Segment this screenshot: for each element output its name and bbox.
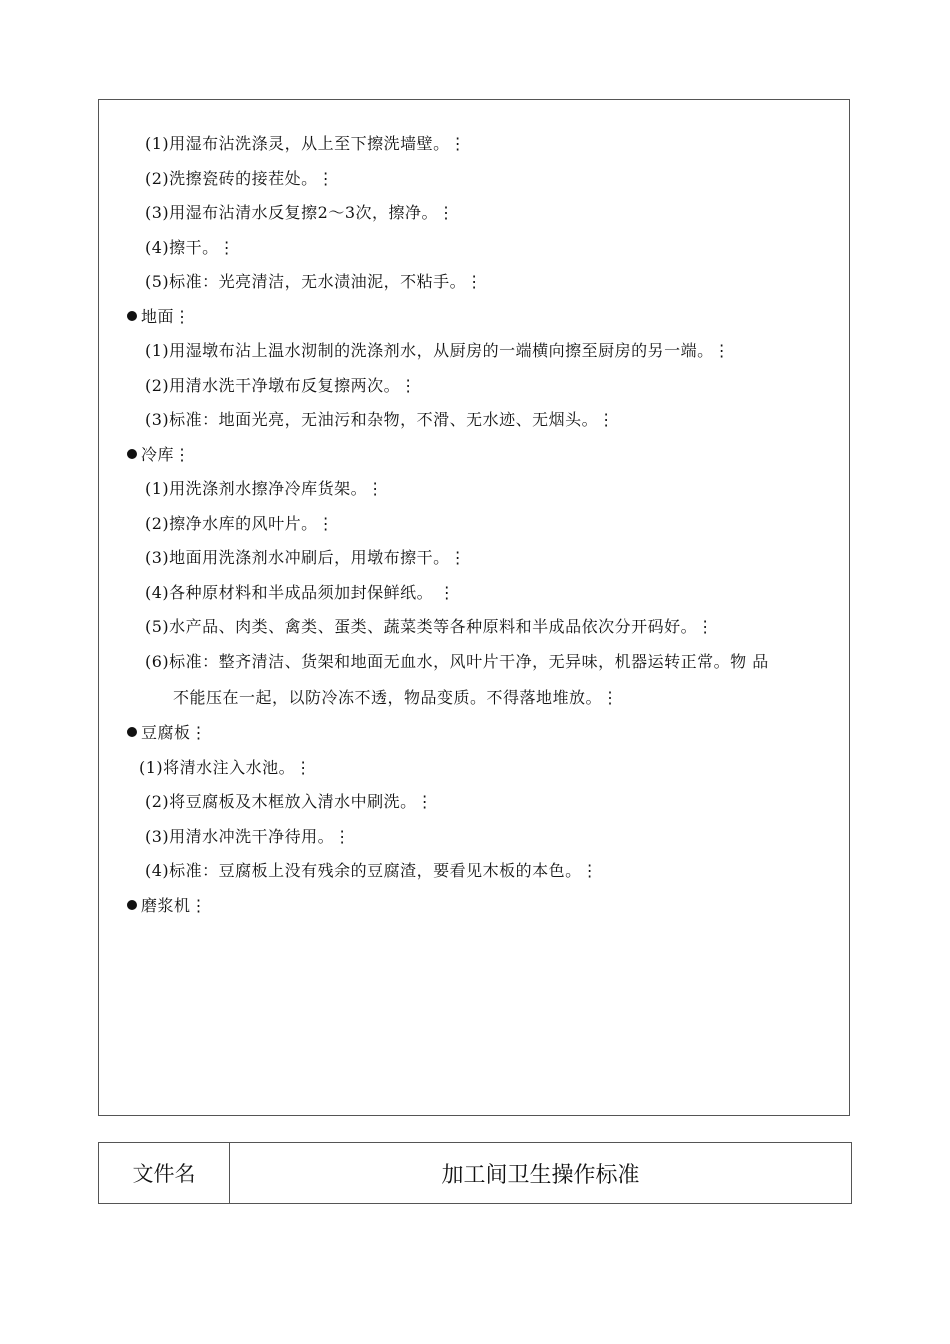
bullet-icon	[127, 449, 137, 459]
file-name-label: 文件名	[99, 1143, 230, 1203]
list-item	[145, 203, 455, 223]
list-item	[145, 514, 334, 534]
list-item	[145, 376, 417, 396]
line-text: (1)用洗涤剂水擦净冷库货架。⋮	[145, 479, 384, 498]
line-text: (1)用湿墩布沾上温水沏制的洗涤剂水，从厨房的一端横向擦至厨房的另一端。⋮	[145, 341, 731, 360]
line-text: (1)将清水注入水池。⋮	[139, 758, 312, 777]
line-text: (3)用清水冲洗干净待用。⋮	[145, 827, 351, 846]
line-text: (3)标准：地面光亮，无油污和杂物，不滑、无水迹、无烟头。⋮	[145, 410, 615, 429]
line-text: (4)标准：豆腐板上没有残余的豆腐渣，要看见木板的本色。⋮	[145, 861, 599, 880]
list-item	[145, 272, 483, 292]
bullet-icon	[127, 727, 137, 737]
bullet-icon	[127, 311, 137, 321]
line-text: (4)各种原材料和半成品须加封保鲜纸。 ⋮	[145, 583, 456, 602]
footer-table	[98, 1142, 852, 1204]
list-item	[139, 758, 312, 778]
list-item	[145, 583, 455, 603]
section-heading	[127, 896, 207, 916]
list-item	[145, 548, 466, 568]
list-item	[145, 169, 334, 189]
list-item	[145, 238, 235, 258]
line-text: (4)擦干。⋮	[145, 238, 236, 257]
list-item	[145, 617, 714, 637]
line-text: (3)用湿布沾清水反复擦2～3次，擦净。⋮	[145, 203, 455, 222]
list-item	[145, 652, 769, 672]
line-text: (6)标准：整齐清洁、货架和地面无血水，风叶片干净，无异味，机器运转正常。物 品	[145, 652, 769, 671]
list-item-continuation	[173, 688, 619, 708]
list-item	[145, 479, 384, 499]
content-box	[98, 99, 850, 1116]
list-item	[145, 792, 433, 812]
list-item	[145, 827, 351, 847]
line-text: (2)用清水洗干净墩布反复擦两次。⋮	[145, 376, 417, 395]
list-item	[145, 341, 730, 361]
heading-text: 豆腐板⋮	[141, 723, 208, 742]
section-heading	[127, 307, 191, 327]
list-item	[145, 861, 598, 881]
section-heading	[127, 445, 191, 465]
list-item	[145, 410, 615, 430]
heading-text: 磨浆机⋮	[141, 896, 208, 915]
line-text: (2)将豆腐板及木框放入清水中刷洗。⋮	[145, 792, 434, 811]
section-heading	[127, 723, 207, 743]
line-text: 不能压在一起，以防冷冻不透，物品变质。不得落地堆放。⋮	[173, 688, 619, 707]
bullet-icon	[127, 900, 137, 910]
heading-text: 地面⋮	[141, 307, 191, 326]
line-text: (1)用湿布沾洗涤灵，从上至下擦洗墙壁。⋮	[145, 134, 467, 153]
line-text: (5)水产品、肉类、禽类、蛋类、蔬菜类等各种原料和半成品依次分开码好。⋮	[145, 617, 714, 636]
list-item	[145, 134, 466, 154]
heading-text: 冷库⋮	[141, 445, 191, 464]
file-name-value: 加工间卫生操作标准	[441, 1162, 640, 1188]
line-text: (5)标准：光亮清洁，无水渍油泥，不粘手。⋮	[145, 272, 483, 291]
line-text: (3)地面用洗涤剂水冲刷后，用墩布擦干。⋮	[145, 548, 467, 567]
line-text: (2)擦净水库的风叶片。⋮	[145, 514, 335, 533]
line-text: (2)洗擦瓷砖的接茬处。⋮	[145, 169, 335, 188]
